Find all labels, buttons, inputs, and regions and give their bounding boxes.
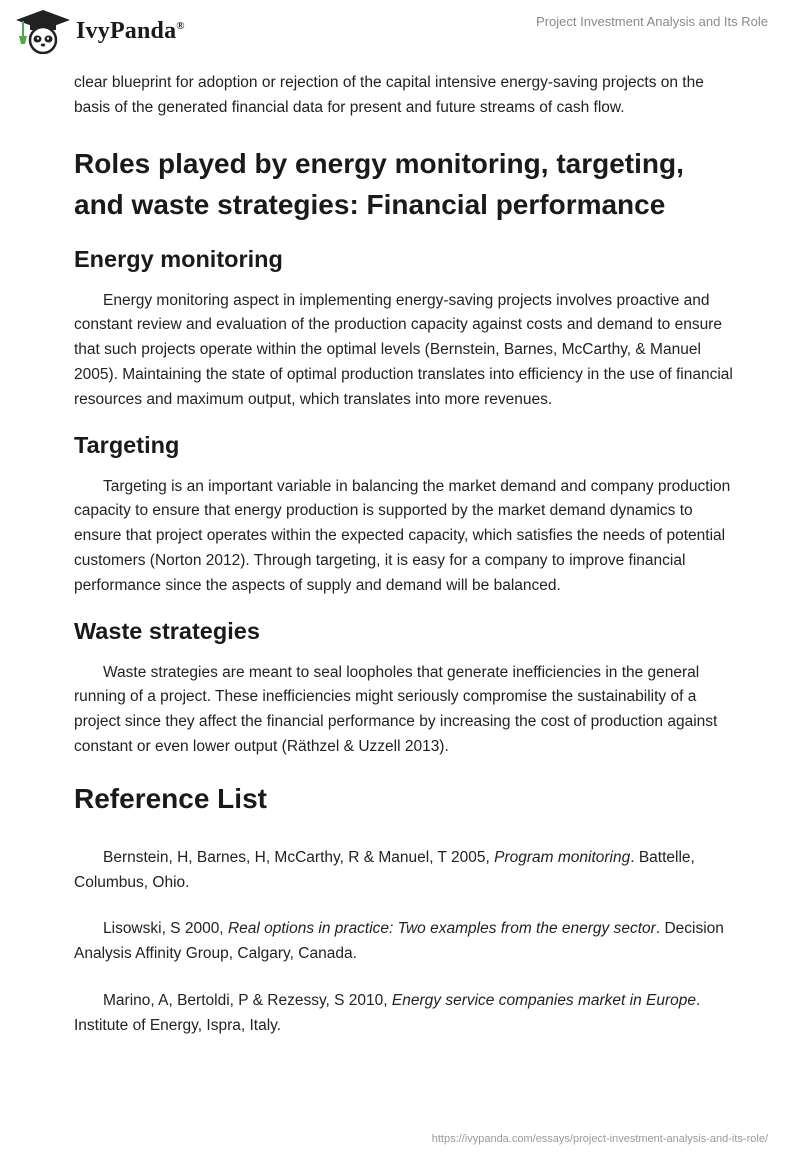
ivypanda-logo[interactable] [14,8,185,54]
reference-list-heading: Reference List [74,782,267,814]
reference-item: Bernstein, H, Barnes, H, McCarthy, R & Manuel, T 2005, Program monitoring. Battelle, Columbus, Ohio. [74,848,695,891]
panda-graduate-icon [14,8,72,54]
paragraph-energy-monitoring: Energy monitoring aspect in implementing energy-saving projects involves proactive and constant review and evaluation of the production capacity against costs and demand to ensure that such projects operate within the optimal levels (Bernstein, Barnes, McCarthy, & Manuel 2005). Maintaining the state of optimal production translates into efficiency in the use of financial resources and maximum output, which translates into more revenues. [74,291,733,408]
intro-paragraph: clear blueprint for adoption or rejection of the capital intensive energy-saving projects on the basis of the generated financial data for present and future streams of cash flow. [74,74,704,116]
paragraph-waste-strategies: Waste strategies are meant to seal loopholes that generate inefficiencies in the general running of a project. These inefficiencies might seriously compromise the sustainability of a project since they affect the financial performance by increasing the cost of production against constant or even lower output (Räthzel & Uzzell 2013). [74,663,718,755]
source-url-link[interactable]: https://ivypanda.com/essays/project-investment-analysis-and-its-role/ [431,1133,768,1145]
subheading-targeting: Targeting [74,431,180,458]
section-heading-roles: Roles played by energy monitoring, targeting, and waste strategies: Financial performance [74,147,684,220]
essay-content [74,71,734,1039]
page-header [0,0,800,70]
subheading-waste-strategies: Waste strategies [74,617,260,644]
document-title: Project Investment Analysis and Its Role [536,14,768,29]
subheading-energy-monitoring: Energy monitoring [74,245,283,272]
paragraph-targeting: Targeting is an important variable in balancing the market demand and company production capacity to ensure that energy production is supported by the market demand dynamics to ensure that project operates within the expected capacity, which satisfies the needs of potential customers (Norton 2012). Through targeting, it is easy for a company to improve financial performance since the aspects of supply and demand will be balanced. [74,477,731,594]
brand-name: IvyPanda® [76,17,185,44]
reference-item: Lisowski, S 2000, Real options in practice: Two examples from the energy sector. Decision Analysis Affinity Group, Calgary, Canada. [74,920,724,963]
reference-item: Marino, A, Bertoldi, P & Rezessy, S 2010, Energy service companies market in Europe. Institute of Energy, Ispra, Italy. [74,991,701,1034]
